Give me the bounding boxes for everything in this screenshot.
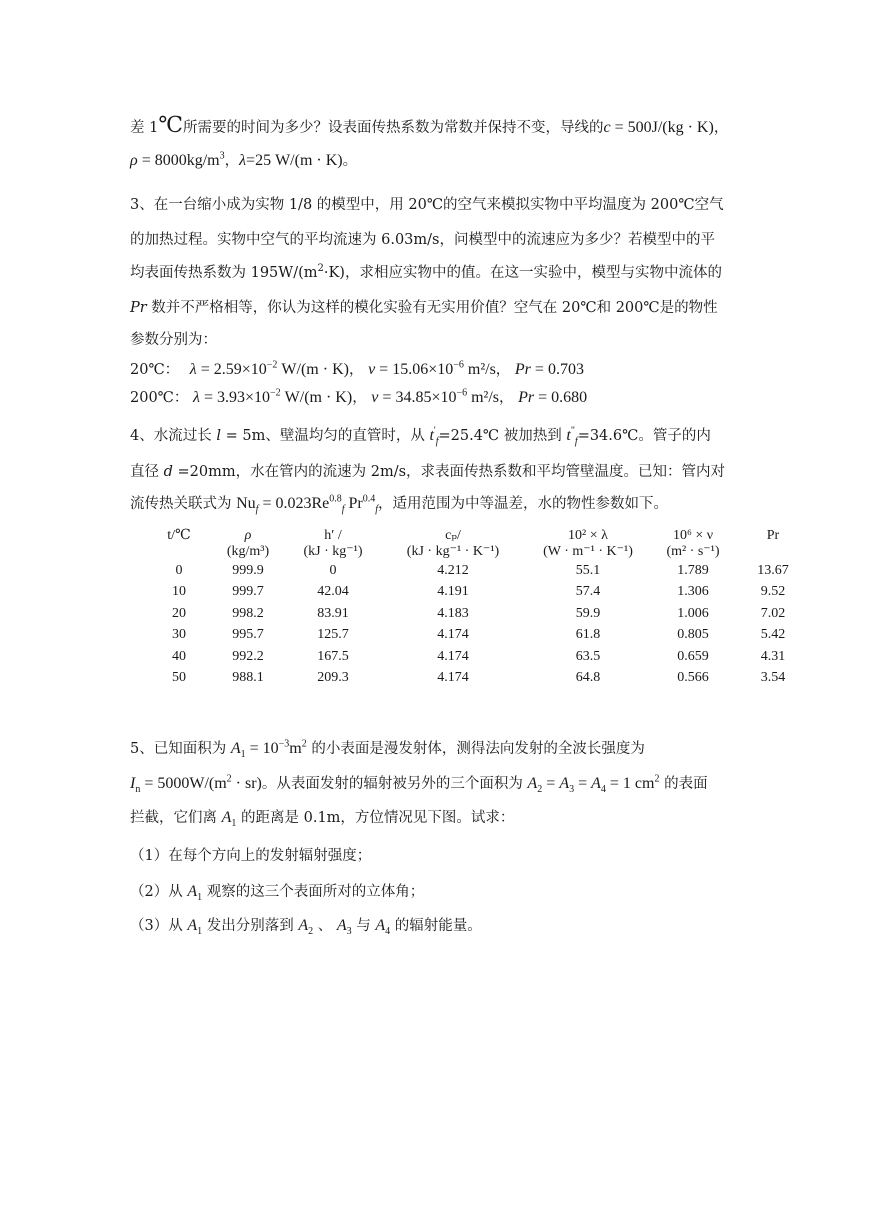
q3-line-3: 均表面传热系数为 $195W/(m^2\cdot K)$，求相应实物中的值。在这一实验中，模型与实物中流体的 [130, 263, 722, 281]
table-cell: 0 [175, 562, 183, 578]
table-cell: 0.805 [677, 627, 709, 643]
q3-props-200c: 200℃： $\lambda = 3.93\times 10^{-2}$ W/(m · K)， $\nu = 34.85\times 10^{-6}$ m²/s， Pr = 0.680 [130, 387, 588, 406]
col-header-lambda: 10² × λ (W · m⁻¹ · K⁻¹) [543, 528, 633, 559]
table-cell: 55.1 [575, 562, 601, 578]
table-cell: 4.174 [437, 648, 469, 664]
q4-line-1: 4、水流过长 l = 5m、壁温均匀的直管时，从 $t'_f=25.4℃$ 被加热到 $t^"_f=34.6℃$。管子的内 [130, 425, 711, 448]
cont-line-2: $\rho = 8000kg/m^3$，λ=25 W/(m · K)。 [130, 150, 358, 169]
table-cell: 61.8 [575, 627, 601, 643]
q3-props-20c: 20℃： $\lambda = 2.59\times 10^{-2}$ W/(m · K)， $\nu = 15.06\times 10^{-6}$ m²/s， Pr = 0.703 [130, 359, 584, 378]
col-header-rho: ρ (kg/m³) [226, 528, 270, 559]
table-cell: 4.174 [437, 670, 469, 686]
cont-line-1: 差 1℃所需要的时间为多少？设表面传热系数为常数并保持不变，导线的c = 500J/(kg · K)， [130, 113, 729, 138]
table-cell: 4.31 [760, 648, 786, 664]
table-cell: 5.42 [760, 627, 786, 643]
table-cell: 20 [172, 605, 186, 621]
table-cell: 4.212 [437, 562, 469, 578]
table-cell: 209.3 [317, 670, 349, 686]
table-cell: 0 [329, 562, 337, 578]
table-row [150, 668, 808, 690]
table-cell: 0.659 [677, 648, 709, 664]
table-cell: 0.566 [677, 670, 709, 686]
table-row [150, 582, 808, 604]
table-cell: 3.54 [760, 670, 786, 686]
q5-line-3: 拦截，它们离 $A_1$ 的距离是 0.1m，方位情况见下图。试求： [130, 809, 515, 830]
table-cell: 4.174 [437, 627, 469, 643]
table-row [150, 560, 808, 582]
table-cell: 42.04 [317, 584, 349, 600]
q3-line-1: 3、在一台缩小成为实物 1/8 的模型中，用 20℃的空气来模拟实物中平均温度为 200℃空气 [130, 197, 724, 213]
table-cell: 7.02 [760, 605, 786, 621]
table-cell: 995.7 [232, 627, 264, 643]
table-row [150, 625, 808, 647]
table-row [150, 646, 808, 668]
table-cell: 10 [172, 584, 186, 600]
table-row [150, 603, 808, 625]
col-header-t: t/℃ [167, 528, 191, 543]
table-cell: 4.183 [437, 605, 469, 621]
table-cell: 999.7 [232, 584, 264, 600]
q3-line-2: 的加热过程。实物中空气的平均流速为 6.03m/s，问模型中的流速应为多少？若模型中的平 [130, 232, 715, 248]
table-cell: 83.91 [317, 605, 349, 621]
table-cell: 988.1 [232, 670, 264, 686]
table-cell: 998.2 [232, 605, 264, 621]
table-cell: 9.52 [760, 584, 786, 600]
table-cell: 50 [172, 670, 186, 686]
table-cell: 125.7 [317, 627, 349, 643]
q5-item-1: （1）在每个方向上的发射辐射强度； [130, 848, 372, 864]
q4-line-2: 直径 d =20mm，水在管内的流速为 2m/s，求表面传热系数和平均管壁温度。已知：管内对 [130, 464, 726, 480]
col-header-h: h′ / (kJ · kg⁻¹) [303, 528, 363, 559]
table-cell: 1.306 [677, 584, 709, 600]
table-cell: 57.4 [575, 584, 601, 600]
q4-line-3: 流传热关联式为 $Nu_f = 0.023Re^{0.8}_f$ $Pr^{0.4}_f$，适用范围为中等温差，水的物性参数如下。 [130, 493, 669, 516]
q3-line-4: Pr 数并不严格相等，你认为这样的模化实验有无实用价值？空气在 20℃和 200℃是的物性 [130, 300, 718, 316]
q5-item-2: （2）从 $A_1$ 观察的这三个表面所对的立体角； [130, 883, 425, 904]
table-cell: 13.67 [757, 562, 789, 578]
q5-line-2: $I_n = 5000W/(m^2 \cdot sr)$。从表面发射的辐射被另外的三个面积为 $A_2 = A_3 = A_4 = 1$ $cm^2$ 的表面 [130, 773, 708, 796]
col-header-pr: Pr [766, 528, 780, 543]
q5-line-1: 5、已知面积为 $A_1 = 10^{-3}m^2$ 的小表面是漫发射体，测得法向发射的全波长强度为 [130, 738, 645, 761]
table-cell: 1.789 [677, 562, 709, 578]
col-header-cp: cₚ/ (kJ · kg⁻¹ · K⁻¹) [406, 528, 500, 559]
table-cell: 167.5 [317, 648, 349, 664]
table-cell: 40 [172, 648, 186, 664]
table-cell: 1.006 [677, 605, 709, 621]
table-cell: 59.9 [575, 605, 601, 621]
water-properties-table [150, 528, 808, 689]
table-cell: 30 [172, 627, 186, 643]
q5-item-3: （3）从 $A_1$ 发出分别落到 $A_2$ 、 $A_3$ 与 $A_4$ 的辐射能量。 [130, 917, 482, 938]
col-header-nu: 10⁶ × ν (m² · s⁻¹) [666, 528, 720, 559]
table-header-row [150, 528, 808, 560]
table-cell: 64.8 [575, 670, 601, 686]
q3-line-5: 参数分别为： [130, 332, 217, 348]
table-cell: 999.9 [232, 562, 264, 578]
table-cell: 4.191 [437, 584, 469, 600]
table-cell: 63.5 [575, 648, 601, 664]
table-cell: 992.2 [232, 648, 264, 664]
